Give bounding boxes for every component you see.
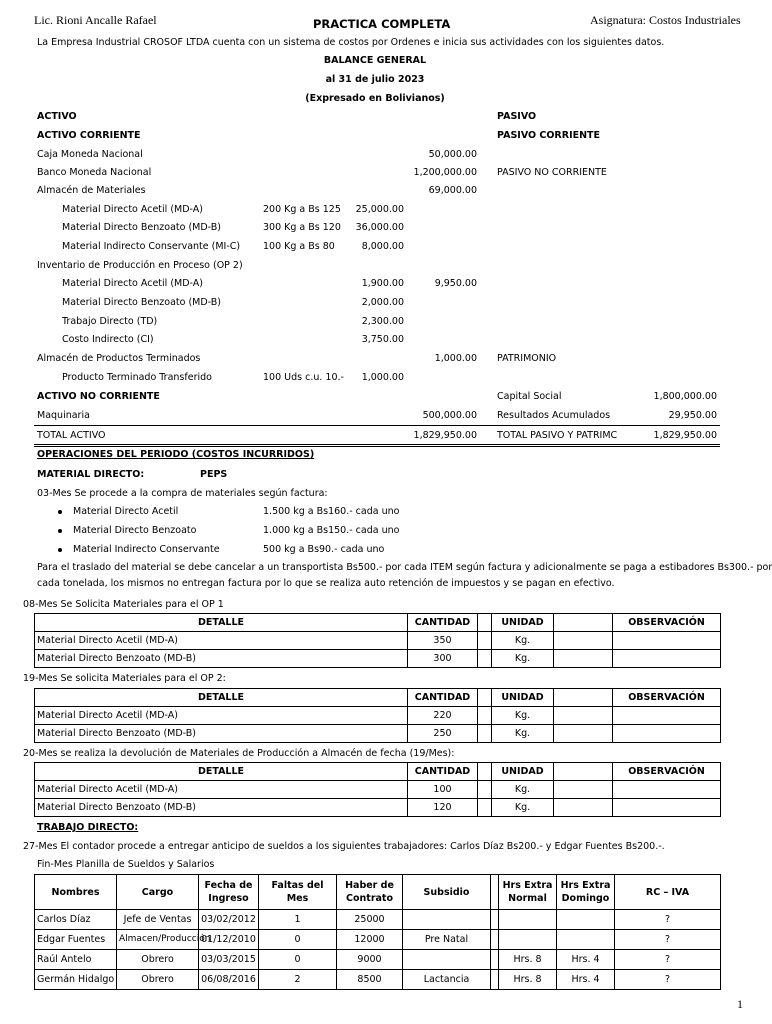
purchase-detail: 1.000 kg a Bs150.- cada uno bbox=[263, 525, 400, 536]
anticipo-text: 27-Mes El contador procede a entregar anticipo de sueldos a los siguientes trabajadores: Carlos Díaz Bs200.- y Edgar Fuentes Bs200.-. bbox=[23, 841, 665, 852]
inv-item-label: Material Directo Benzoato (MD-B) bbox=[62, 297, 221, 308]
cell-subsidio bbox=[403, 950, 491, 970]
planilla-caption: Fin-Mes Planilla de Sueldos y Salarios bbox=[37, 859, 215, 870]
table-row bbox=[35, 632, 721, 650]
cell-hrs-domingo bbox=[557, 910, 615, 930]
traslado-text-1: Para el traslado del material se debe cancelar a un transportista Bs500.- por cada ITEM según factura y adicionalmente se paga a estibadores Bs300.- por bbox=[37, 562, 772, 573]
cell-unidad: Kg. bbox=[492, 707, 554, 725]
bullet-icon bbox=[58, 548, 62, 552]
inv-item-value: 3,750.00 bbox=[361, 334, 404, 345]
cell-detalle: Material Directo Acetil (MD-A) bbox=[35, 632, 408, 650]
table-row bbox=[35, 725, 721, 743]
intro-text: La Empresa Industrial CROSOF LTDA cuenta con un sistema de costos por Ordenes e inicia sus actividades con los siguientes datos. bbox=[37, 37, 665, 48]
table-row bbox=[35, 910, 721, 930]
resultados-label: Resultados Acumulados bbox=[497, 410, 611, 421]
cell-subsidio: Lactancia bbox=[403, 970, 491, 990]
cell-cargo: Almacen/Producción bbox=[117, 930, 199, 950]
almacen-materiales-label: Almacén de Materiales bbox=[37, 185, 146, 196]
cell-cantidad: 220 bbox=[408, 707, 478, 725]
mat-item-value: 8,000.00 bbox=[361, 241, 404, 252]
cell-fecha: 03/02/2012 bbox=[199, 910, 259, 930]
inv-item-value: 2,000.00 bbox=[361, 297, 404, 308]
col-observacion: OBSERVACIÓN bbox=[613, 614, 721, 632]
col-cargo: Cargo bbox=[117, 875, 199, 910]
req3-caption: 20-Mes se realiza la devolución de Materiales de Producción a Almacén de fecha (19/Mes): bbox=[23, 748, 455, 759]
balance-date: al 31 de julio 2023 bbox=[325, 74, 425, 85]
cell-rc-iva: ? bbox=[615, 970, 721, 990]
pt-item-label: Producto Terminado Transferido bbox=[62, 372, 212, 383]
almacen-pt-value: 1,000.00 bbox=[434, 353, 477, 364]
caja-value: 50,000.00 bbox=[428, 149, 477, 160]
capital-label: Capital Social bbox=[497, 391, 562, 402]
activo-corriente-heading: ACTIVO CORRIENTE bbox=[37, 130, 141, 141]
col-cantidad: CANTIDAD bbox=[408, 614, 478, 632]
col-observacion: OBSERVACIÓN bbox=[613, 763, 721, 781]
maquinaria-label: Maquinaria bbox=[37, 410, 90, 421]
method-label: PEPS bbox=[200, 469, 228, 480]
inv-item-value: 2,300.00 bbox=[361, 316, 404, 327]
cell-subsidio bbox=[403, 910, 491, 930]
col-faltas: Faltas del Mes bbox=[259, 875, 337, 910]
traslado-text-2: cada tonelada, los mismos no entregan factura por lo que se realiza auto retención de impuestos y se pagan en efectivo. bbox=[37, 578, 615, 589]
req1-caption: 08-Mes Se Solicita Materiales para el OP 1 bbox=[23, 599, 224, 610]
maquinaria-value: 500,000.00 bbox=[422, 410, 477, 421]
activo-no-corriente-heading: ACTIVO NO CORRIENTE bbox=[37, 391, 160, 402]
total-pasivo-label: TOTAL PASIVO Y PATRIMC bbox=[497, 430, 618, 441]
table-row bbox=[35, 707, 721, 725]
cell-hrs-normal bbox=[499, 910, 557, 930]
pasivo-heading: PASIVO bbox=[497, 111, 537, 122]
cell-cantidad: 300 bbox=[408, 650, 478, 668]
cell-unidad: Kg. bbox=[492, 781, 554, 799]
cell-subsidio: Pre Natal bbox=[403, 930, 491, 950]
cell-rc-iva: ? bbox=[615, 910, 721, 930]
cell-haber: 25000 bbox=[337, 910, 403, 930]
col-unidad: UNIDAD bbox=[492, 614, 554, 632]
cell-cargo: Obrero bbox=[117, 950, 199, 970]
inv-item-label: Costo Indirecto (CI) bbox=[62, 334, 154, 345]
cell-rc-iva: ? bbox=[615, 930, 721, 950]
inv-item-label: Material Directo Acetil (MD-A) bbox=[62, 278, 203, 289]
col-nombres: Nombres bbox=[35, 875, 117, 910]
total-double-rule bbox=[34, 446, 720, 447]
mat-item-label: Material Directo Benzoato (MD-B) bbox=[62, 222, 221, 233]
col-haber: Haber de Contrato bbox=[337, 875, 403, 910]
cell-fecha: 03/03/2015 bbox=[199, 950, 259, 970]
col-cantidad: CANTIDAD bbox=[408, 689, 478, 707]
purchase-item: Material Indirecto Conservante bbox=[73, 544, 220, 555]
cell-detalle: Material Directo Acetil (MD-A) bbox=[35, 781, 408, 799]
payroll-table bbox=[34, 874, 721, 990]
table-row bbox=[35, 799, 721, 817]
col-hrs-extra-domingo: Hrs Extra Domingo bbox=[557, 875, 615, 910]
mat-item-qty: 300 Kg a Bs 120 bbox=[263, 222, 341, 233]
mat-item-qty: 100 Kg a Bs 80 bbox=[263, 241, 335, 252]
mat-item-label: Material Directo Acetil (MD-A) bbox=[62, 204, 203, 215]
col-cantidad: CANTIDAD bbox=[408, 763, 478, 781]
mat-item-value: 36,000.00 bbox=[355, 222, 404, 233]
compra-text: 03-Mes Se procede a la compra de materiales según factura: bbox=[37, 488, 328, 499]
cell-hrs-domingo: Hrs. 4 bbox=[557, 950, 615, 970]
total-double-rule bbox=[34, 444, 720, 445]
cell-faltas: 0 bbox=[259, 930, 337, 950]
banco-label: Banco Moneda Nacional bbox=[37, 167, 152, 178]
cell-unidad: Kg. bbox=[492, 632, 554, 650]
table-row bbox=[35, 781, 721, 799]
total-pasivo-value: 1,829,950.00 bbox=[653, 430, 717, 441]
cell-nombre: Raúl Antelo bbox=[35, 950, 117, 970]
mat-item-label: Material Indirecto Conservante (MI-C) bbox=[62, 241, 241, 252]
cell-nombre: Edgar Fuentes bbox=[35, 930, 117, 950]
author-name: Lic. Rioni Ancalle Rafael bbox=[34, 13, 157, 27]
table-row bbox=[35, 950, 721, 970]
inventario-label: Inventario de Producción en Proceso (OP 2) bbox=[37, 260, 243, 271]
balance-title: BALANCE GENERAL bbox=[323, 55, 427, 66]
cell-haber: 12000 bbox=[337, 930, 403, 950]
material-directo-heading: MATERIAL DIRECTO: bbox=[37, 469, 145, 480]
cell-detalle: Material Directo Benzoato (MD-B) bbox=[35, 799, 408, 817]
cell-hrs-normal: Hrs. 8 bbox=[499, 970, 557, 990]
cell-detalle: Material Directo Benzoato (MD-B) bbox=[35, 725, 408, 743]
table-row bbox=[35, 970, 721, 990]
cell-hrs-domingo bbox=[557, 930, 615, 950]
cell-nombre: Germán Hidalgo bbox=[35, 970, 117, 990]
cell-nombre: Carlos Díaz bbox=[35, 910, 117, 930]
cell-faltas: 2 bbox=[259, 970, 337, 990]
col-detalle: DETALLE bbox=[35, 614, 408, 632]
banco-value: 1,200,000.00 bbox=[413, 167, 477, 178]
cell-detalle: Material Directo Acetil (MD-A) bbox=[35, 707, 408, 725]
purchase-detail: 500 kg a Bs90.- cada uno bbox=[263, 544, 385, 555]
cell-cantidad: 350 bbox=[408, 632, 478, 650]
patrimonio-heading: PATRIMONIO bbox=[497, 353, 557, 364]
cell-unidad: Kg. bbox=[492, 725, 554, 743]
total-activo-label: TOTAL ACTIVO bbox=[37, 430, 106, 441]
pt-item-value: 1,000.00 bbox=[361, 372, 404, 383]
cell-fecha: 06/08/2016 bbox=[199, 970, 259, 990]
resultados-value: 29,950.00 bbox=[668, 410, 717, 421]
cell-haber: 8500 bbox=[337, 970, 403, 990]
pasivo-corriente-heading: PASIVO CORRIENTE bbox=[497, 130, 601, 141]
cell-unidad: Kg. bbox=[492, 799, 554, 817]
cell-faltas: 0 bbox=[259, 950, 337, 970]
subject-name: Asignatura: Costos Industriales bbox=[590, 13, 741, 27]
col-unidad: UNIDAD bbox=[492, 689, 554, 707]
cell-cantidad: 100 bbox=[408, 781, 478, 799]
req2-caption: 19-Mes Se solicita Materiales para el OP 2: bbox=[23, 673, 226, 684]
cell-cargo: Obrero bbox=[117, 970, 199, 990]
purchase-detail: 1.500 kg a Bs160.- cada uno bbox=[263, 506, 400, 517]
bullet-icon bbox=[58, 529, 62, 533]
req3-table bbox=[34, 762, 721, 817]
mat-item-value: 25,000.00 bbox=[355, 204, 404, 215]
col-detalle: DETALLE bbox=[35, 689, 408, 707]
pt-item-qty: 100 Uds c.u. 10.- bbox=[263, 372, 344, 383]
col-fecha-ingreso: Fecha de Ingreso bbox=[199, 875, 259, 910]
almacen-pt-label: Almacén de Productos Terminados bbox=[37, 353, 201, 364]
page-number: 1 bbox=[737, 997, 743, 1011]
inv-item-value: 1,900.00 bbox=[361, 278, 404, 289]
col-subsidio: Subsidio bbox=[403, 875, 491, 910]
req1-table bbox=[34, 613, 721, 668]
cell-unidad: Kg. bbox=[492, 650, 554, 668]
inv-total-value: 9,950.00 bbox=[434, 278, 477, 289]
capital-value: 1,800,000.00 bbox=[653, 391, 717, 402]
operaciones-title: OPERACIONES DEL PERIODO (COSTOS INCURRIDOS) bbox=[37, 449, 315, 460]
req2-table bbox=[34, 688, 721, 743]
bullet-icon bbox=[58, 510, 62, 514]
page-title: PRACTICA COMPLETA bbox=[313, 17, 451, 31]
balance-currency: (Expresado en Bolivianos) bbox=[305, 93, 445, 104]
almacen-materiales-value: 69,000.00 bbox=[428, 185, 477, 196]
col-unidad: UNIDAD bbox=[492, 763, 554, 781]
col-hrs-extra-normal: Hrs Extra Normal bbox=[499, 875, 557, 910]
purchase-item: Material Directo Benzoato bbox=[73, 525, 197, 536]
cell-faltas: 1 bbox=[259, 910, 337, 930]
total-top-rule bbox=[34, 425, 720, 426]
cell-rc-iva: ? bbox=[615, 950, 721, 970]
purchase-item: Material Directo Acetil bbox=[73, 506, 179, 517]
inv-item-label: Trabajo Directo (TD) bbox=[62, 316, 158, 327]
cell-cargo: Jefe de Ventas bbox=[117, 910, 199, 930]
trabajo-directo-title: TRABAJO DIRECTO: bbox=[37, 822, 139, 833]
cell-hrs-normal bbox=[499, 930, 557, 950]
col-observacion: OBSERVACIÓN bbox=[613, 689, 721, 707]
cell-detalle: Material Directo Benzoato (MD-B) bbox=[35, 650, 408, 668]
table-row bbox=[35, 930, 721, 950]
cell-cantidad: 120 bbox=[408, 799, 478, 817]
pasivo-no-corriente-heading: PASIVO NO CORRIENTE bbox=[497, 167, 607, 178]
mat-item-qty: 200 Kg a Bs 125 bbox=[263, 204, 341, 215]
col-detalle: DETALLE bbox=[35, 763, 408, 781]
caja-label: Caja Moneda Nacional bbox=[37, 149, 143, 160]
cell-hrs-domingo: Hrs. 4 bbox=[557, 970, 615, 990]
col-rc-iva: RC – IVA bbox=[615, 875, 721, 910]
cell-hrs-normal: Hrs. 8 bbox=[499, 950, 557, 970]
cell-cantidad: 250 bbox=[408, 725, 478, 743]
cell-haber: 9000 bbox=[337, 950, 403, 970]
table-row bbox=[35, 650, 721, 668]
activo-heading: ACTIVO bbox=[37, 111, 77, 122]
total-activo-value: 1,829,950.00 bbox=[413, 430, 477, 441]
cell-fecha: 01/12/2010 bbox=[199, 930, 259, 950]
